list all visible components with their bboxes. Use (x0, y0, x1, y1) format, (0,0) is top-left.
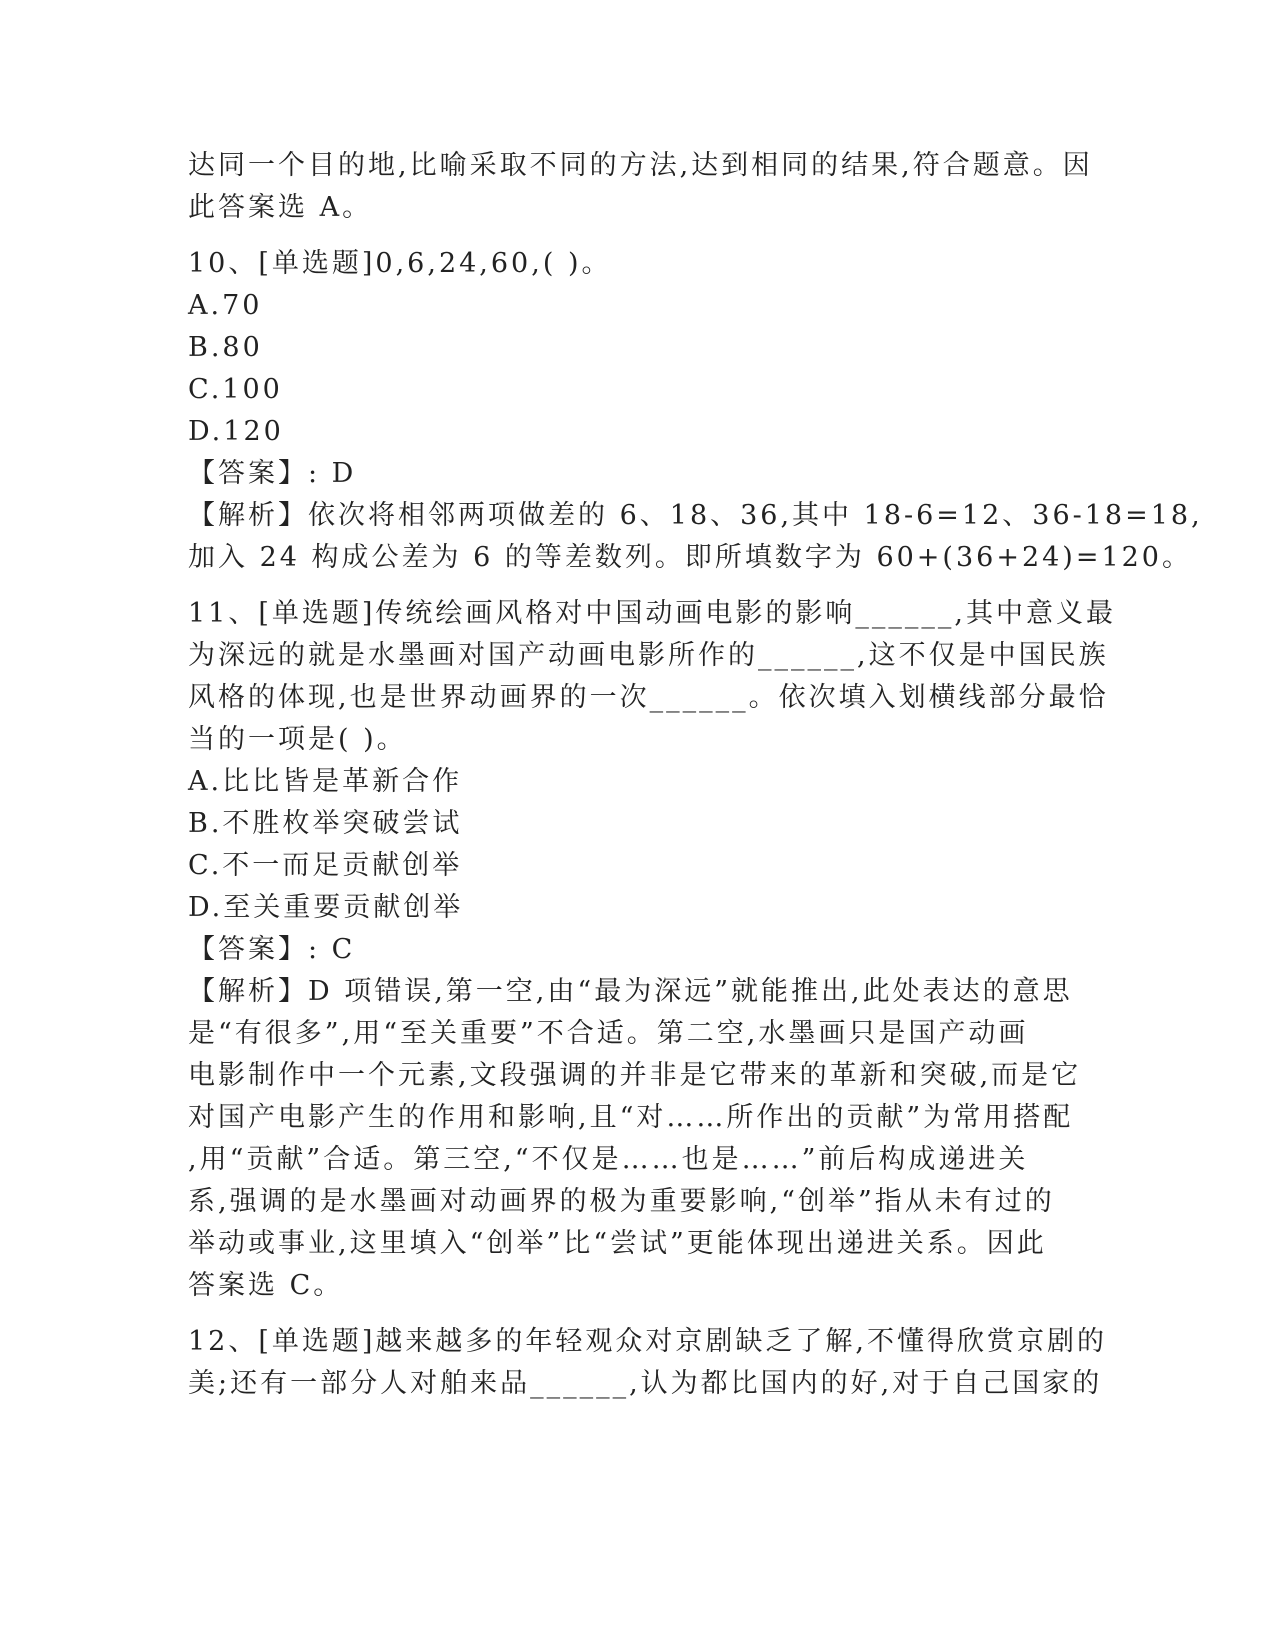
document-page (188, 145, 1203, 1405)
question-stem: 当的一项是( )。 (188, 724, 407, 755)
question-stem: 11、[单选题]传统绘画风格对中国动画电影的影响______,其中意义最 (188, 598, 1117, 629)
text-line: 达同一个目的地,比喻采取不同的方法,达到相同的结果,符合题意。因 (188, 150, 1093, 181)
analysis-line: 【解析】依次将相邻两项做差的 6、18、36,其中 18-6=12、36-18=18, (188, 500, 1203, 531)
option-c: C.100 (188, 374, 283, 405)
option-c: C.不一而足贡献创举 (188, 850, 463, 881)
option-a: A.比比皆是革新合作 (188, 766, 463, 797)
analysis-line: ,用“贡献”合适。第三空,“不仅是……也是……”前后构成递进关 (188, 1144, 1029, 1175)
question-12 (188, 1321, 1108, 1405)
analysis-line: 举动或事业,这里填入“创举”比“尝试”更能体现出递进关系。因此 (188, 1228, 1047, 1259)
option-b: B.80 (188, 332, 263, 363)
text-line: 此答案选 A。 (188, 192, 373, 223)
option-b: B.不胜枚举突破尝试 (188, 808, 463, 839)
question-9-explanation-tail (188, 145, 1093, 229)
analysis-line: 对国产电影产生的作用和影响,且“对……所作出的贡献”为常用搭配 (188, 1102, 1074, 1133)
option-d: D.120 (188, 416, 284, 447)
analysis-line: 【解析】D 项错误,第一空,由“最为深远”就能推出,此处表达的意思 (188, 976, 1073, 1007)
analysis-line: 加入 24 构成公差为 6 的等差数列。即所填数字为 60+(36+24)=120。 (188, 542, 1192, 573)
answer-line: 【答案】: D (188, 458, 357, 489)
option-d: D.至关重要贡献创举 (188, 892, 464, 923)
question-11 (188, 593, 1117, 1307)
question-stem: 风格的体现,也是世界动画界的一次______。依次填入划横线部分最恰 (188, 682, 1109, 713)
analysis-line: 系,强调的是水墨画对动画界的极为重要影响,“创举”指从未有过的 (188, 1186, 1055, 1217)
question-stem: 10、[单选题]0,6,24,60,( )。 (188, 248, 612, 279)
answer-line: 【答案】: C (188, 934, 356, 965)
option-a: A.70 (188, 290, 263, 321)
analysis-line: 是“有很多”,用“至关重要”不合适。第二空,水墨画只是国产动画 (188, 1018, 1029, 1049)
question-stem: 为深远的就是水墨画对国产动画电影所作的______,这不仅是中国民族 (188, 640, 1109, 671)
question-10 (188, 243, 1203, 579)
question-stem: 美;还有一部分人对舶来品______,认为都比国内的好,对于自己国家的 (188, 1368, 1103, 1399)
analysis-line: 答案选 C。 (188, 1270, 344, 1301)
analysis-line: 电影制作中一个元素,文段强调的并非是它带来的革新和突破,而是它 (188, 1060, 1082, 1091)
question-stem: 12、[单选题]越来越多的年轻观众对京剧缺乏了解,不懂得欣赏京剧的 (188, 1326, 1108, 1357)
